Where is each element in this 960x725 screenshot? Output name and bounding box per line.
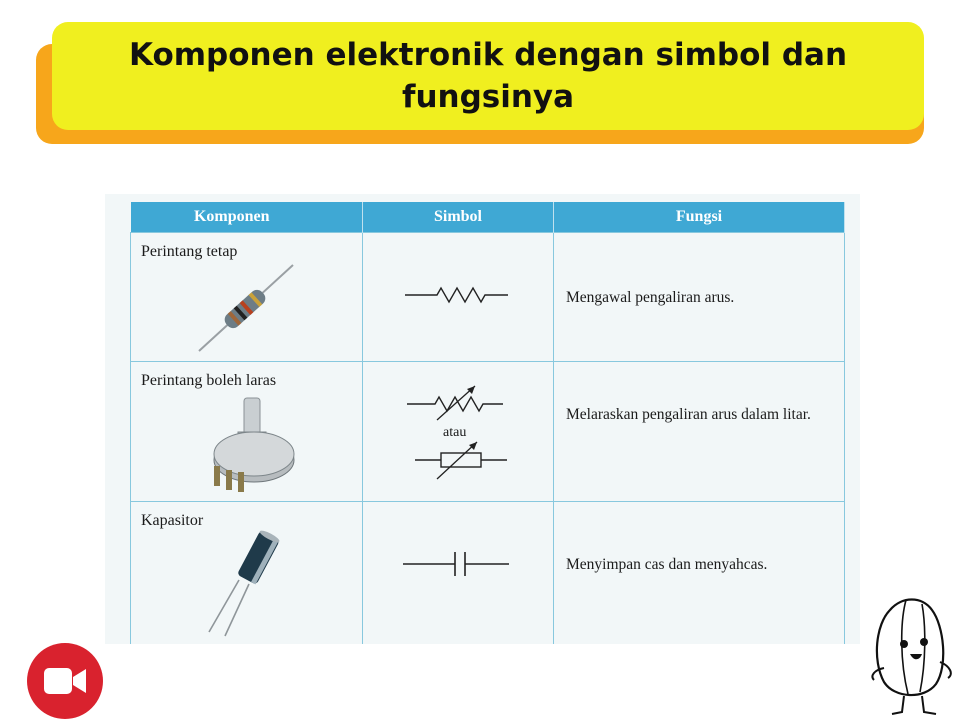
cartoon-seed-character-icon — [862, 582, 960, 720]
symbol-or-label: atau — [443, 425, 467, 440]
title-banner — [52, 22, 924, 130]
table-header-row — [131, 202, 845, 233]
header-simbol: Simbol — [363, 202, 554, 233]
function-cell — [554, 362, 845, 502]
fixed-resistor-photo-icon — [193, 261, 303, 357]
header-fungsi: Fungsi — [554, 202, 845, 233]
table-row — [131, 362, 845, 502]
component-name: Perintang tetap — [141, 243, 238, 260]
component-table-image — [105, 194, 860, 644]
video-camera-icon — [42, 664, 88, 698]
component-name: Kapasitor — [141, 512, 204, 529]
function-text: Mengawal pengaliran arus. — [566, 289, 735, 306]
table-row — [131, 233, 845, 362]
function-text: Menyimpan cas dan menyahcas. — [566, 556, 768, 573]
component-name: Perintang boleh laras — [141, 372, 277, 389]
component-cell — [131, 362, 363, 502]
table-row — [131, 502, 845, 645]
function-cell — [554, 233, 845, 362]
potentiometer-photo-icon — [206, 396, 306, 496]
component-cell — [131, 502, 363, 645]
symbol-cell — [363, 233, 554, 362]
header-komponen: Komponen — [131, 202, 363, 233]
function-text: Melaraskan pengaliran arus dalam litar. — [566, 406, 811, 423]
record-button[interactable] — [27, 643, 103, 719]
capacitor-photo-icon — [201, 528, 311, 638]
symbol-cell — [363, 362, 554, 502]
component-cell — [131, 233, 363, 362]
fixed-resistor-symbol — [363, 233, 554, 359]
slide-title: Komponen elektronik dengan simbol dan fungsinya — [128, 37, 848, 115]
symbol-cell — [363, 502, 554, 645]
component-table — [130, 202, 845, 644]
capacitor-symbol — [363, 502, 554, 642]
function-cell — [554, 502, 845, 645]
mascot-illustration — [862, 582, 960, 720]
